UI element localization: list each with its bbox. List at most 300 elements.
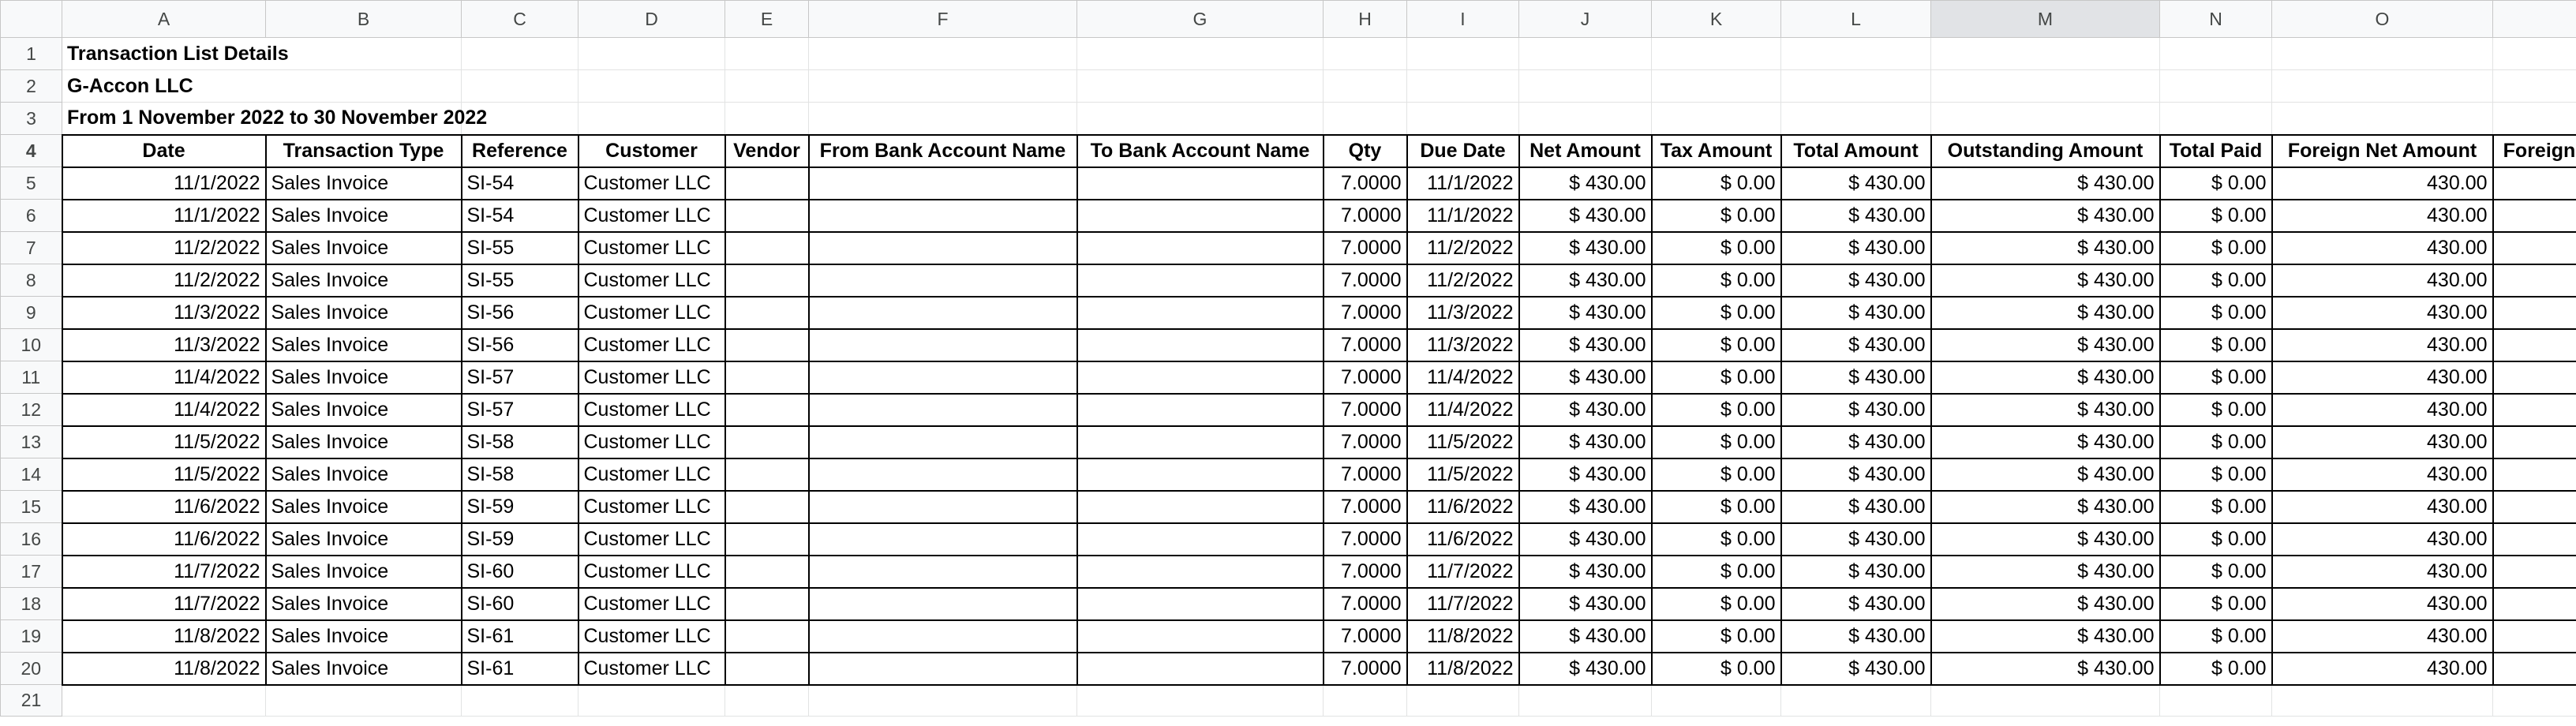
header-cell[interactable]: Customer (578, 135, 725, 167)
data-cell[interactable]: 11/7/2022 (1407, 588, 1519, 620)
data-cell[interactable]: 7.0000 (1324, 232, 1407, 264)
data-cell[interactable]: $ 0.00 (1652, 653, 1781, 685)
data-cell[interactable]: $ 430.00 (1519, 167, 1652, 200)
data-cell[interactable] (1077, 426, 1324, 458)
data-cell[interactable]: $ 430.00 (1781, 653, 1931, 685)
empty-cell[interactable] (1931, 685, 2160, 717)
data-cell[interactable]: SI-57 (462, 361, 578, 394)
row-header[interactable]: 6 (1, 200, 62, 232)
column-header-e[interactable]: E (725, 1, 809, 38)
data-cell[interactable]: 11/8/2022 (62, 653, 266, 685)
data-cell[interactable]: 7.0000 (1324, 653, 1407, 685)
data-cell[interactable] (725, 620, 809, 653)
column-header-j[interactable]: J (1519, 1, 1652, 38)
empty-cell[interactable] (266, 685, 462, 717)
data-cell[interactable]: SI-60 (462, 556, 578, 588)
data-cell[interactable]: $ 0.00 (2160, 491, 2272, 523)
data-cell[interactable]: Sales Invoice (266, 361, 462, 394)
empty-cell[interactable] (1077, 685, 1324, 717)
data-cell[interactable]: Customer LLC (578, 523, 725, 556)
empty-cell[interactable] (1077, 70, 1324, 103)
row-header[interactable]: 20 (1, 653, 62, 685)
header-cell[interactable]: Transaction Type (266, 135, 462, 167)
data-cell[interactable] (2493, 361, 2576, 394)
data-cell[interactable]: $ 430.00 (1519, 329, 1652, 361)
empty-cell[interactable] (578, 70, 725, 103)
data-cell[interactable] (809, 394, 1077, 426)
empty-cell[interactable] (1781, 685, 1931, 717)
data-cell[interactable]: $ 430.00 (1519, 653, 1652, 685)
data-cell[interactable]: 11/8/2022 (1407, 620, 1519, 653)
empty-cell[interactable] (2160, 38, 2272, 70)
empty-cell[interactable] (1077, 103, 1324, 135)
empty-cell[interactable] (1407, 103, 1519, 135)
data-cell[interactable]: $ 430.00 (1781, 426, 1931, 458)
data-cell[interactable]: $ 430.00 (1931, 361, 2160, 394)
data-cell[interactable]: Sales Invoice (266, 329, 462, 361)
empty-cell[interactable] (2493, 685, 2576, 717)
data-cell[interactable] (725, 588, 809, 620)
data-cell[interactable]: $ 430.00 (1781, 329, 1931, 361)
data-cell[interactable]: $ 0.00 (1652, 588, 1781, 620)
row-header[interactable]: 3 (1, 103, 62, 135)
empty-cell[interactable] (2493, 70, 2576, 103)
data-cell[interactable]: 11/5/2022 (1407, 458, 1519, 491)
data-cell[interactable]: $ 430.00 (1931, 523, 2160, 556)
header-cell[interactable]: Outstanding Amount (1931, 135, 2160, 167)
data-cell[interactable] (809, 653, 1077, 685)
data-cell[interactable]: $ 430.00 (1931, 556, 2160, 588)
row-header[interactable]: 7 (1, 232, 62, 264)
data-cell[interactable]: Customer LLC (578, 264, 725, 297)
data-cell[interactable]: 430.00 (2272, 588, 2493, 620)
data-cell[interactable]: Customer LLC (578, 620, 725, 653)
empty-cell[interactable] (725, 685, 809, 717)
data-cell[interactable]: 7.0000 (1324, 426, 1407, 458)
data-cell[interactable]: 430.00 (2272, 394, 2493, 426)
data-cell[interactable]: $ 430.00 (1931, 426, 2160, 458)
data-cell[interactable]: Customer LLC (578, 556, 725, 588)
select-all-corner[interactable] (1, 1, 62, 38)
empty-cell[interactable] (1324, 70, 1407, 103)
data-cell[interactable]: Customer LLC (578, 361, 725, 394)
column-header-m[interactable]: M (1931, 1, 2160, 38)
data-cell[interactable] (809, 297, 1077, 329)
data-cell[interactable]: $ 0.00 (1652, 264, 1781, 297)
data-cell[interactable]: 430.00 (2272, 264, 2493, 297)
data-cell[interactable]: Customer LLC (578, 588, 725, 620)
data-cell[interactable]: Sales Invoice (266, 297, 462, 329)
data-cell[interactable] (1077, 523, 1324, 556)
data-cell[interactable]: $ 430.00 (1931, 264, 2160, 297)
data-cell[interactable]: Sales Invoice (266, 491, 462, 523)
data-cell[interactable]: 7.0000 (1324, 588, 1407, 620)
data-cell[interactable]: $ 0.00 (2160, 167, 2272, 200)
data-cell[interactable]: $ 0.00 (1652, 556, 1781, 588)
empty-cell[interactable] (1407, 685, 1519, 717)
data-cell[interactable]: SI-58 (462, 426, 578, 458)
data-cell[interactable]: 7.0000 (1324, 394, 1407, 426)
title-cell[interactable]: G-Accon LLC (62, 70, 266, 103)
data-cell[interactable]: Customer LLC (578, 297, 725, 329)
data-cell[interactable]: 7.0000 (1324, 491, 1407, 523)
column-header-n[interactable]: N (2160, 1, 2272, 38)
data-cell[interactable] (809, 264, 1077, 297)
data-cell[interactable]: Sales Invoice (266, 556, 462, 588)
data-cell[interactable]: 430.00 (2272, 426, 2493, 458)
data-cell[interactable]: 11/3/2022 (1407, 329, 1519, 361)
data-cell[interactable]: SI-54 (462, 200, 578, 232)
data-cell[interactable]: 430.00 (2272, 620, 2493, 653)
data-cell[interactable]: Sales Invoice (266, 523, 462, 556)
data-cell[interactable]: 11/1/2022 (62, 167, 266, 200)
data-cell[interactable]: $ 430.00 (1519, 620, 1652, 653)
data-cell[interactable]: $ 430.00 (1781, 361, 1931, 394)
data-cell[interactable]: $ 0.00 (2160, 426, 2272, 458)
empty-cell[interactable] (809, 103, 1077, 135)
data-cell[interactable] (725, 556, 809, 588)
data-cell[interactable]: 11/3/2022 (62, 297, 266, 329)
row-header[interactable]: 19 (1, 620, 62, 653)
empty-cell[interactable] (2272, 103, 2493, 135)
data-cell[interactable]: 11/5/2022 (62, 458, 266, 491)
header-cell[interactable]: Tax Amount (1652, 135, 1781, 167)
empty-cell[interactable] (1652, 103, 1781, 135)
data-cell[interactable]: $ 0.00 (1652, 458, 1781, 491)
data-cell[interactable] (809, 167, 1077, 200)
data-cell[interactable] (1077, 264, 1324, 297)
data-cell[interactable] (809, 588, 1077, 620)
data-cell[interactable] (2493, 458, 2576, 491)
data-cell[interactable]: $ 430.00 (1781, 523, 1931, 556)
data-cell[interactable]: $ 0.00 (1652, 491, 1781, 523)
empty-cell[interactable] (462, 38, 578, 70)
header-cell[interactable]: Foreign Net Amount (2272, 135, 2493, 167)
data-cell[interactable]: $ 430.00 (1781, 620, 1931, 653)
data-cell[interactable] (2493, 523, 2576, 556)
column-header-o[interactable]: O (2272, 1, 2493, 38)
data-cell[interactable]: Sales Invoice (266, 200, 462, 232)
data-cell[interactable]: 7.0000 (1324, 620, 1407, 653)
data-cell[interactable]: SI-55 (462, 232, 578, 264)
data-cell[interactable] (2493, 394, 2576, 426)
data-cell[interactable]: Customer LLC (578, 426, 725, 458)
data-cell[interactable]: Sales Invoice (266, 426, 462, 458)
empty-cell[interactable] (578, 685, 725, 717)
data-cell[interactable] (809, 329, 1077, 361)
data-cell[interactable]: 11/8/2022 (1407, 653, 1519, 685)
title-cell[interactable]: From 1 November 2022 to 30 November 2022 (62, 103, 266, 135)
data-cell[interactable] (725, 426, 809, 458)
empty-cell[interactable] (1931, 38, 2160, 70)
data-cell[interactable] (725, 329, 809, 361)
data-cell[interactable]: Sales Invoice (266, 653, 462, 685)
empty-cell[interactable] (1324, 103, 1407, 135)
empty-cell[interactable] (462, 685, 578, 717)
data-cell[interactable]: 11/2/2022 (62, 232, 266, 264)
empty-cell[interactable] (1324, 685, 1407, 717)
data-cell[interactable]: $ 430.00 (1519, 556, 1652, 588)
data-cell[interactable]: $ 430.00 (1931, 653, 2160, 685)
data-cell[interactable] (2493, 588, 2576, 620)
data-cell[interactable] (725, 653, 809, 685)
data-cell[interactable]: 430.00 (2272, 458, 2493, 491)
empty-cell[interactable] (1519, 70, 1652, 103)
data-cell[interactable]: $ 430.00 (1931, 458, 2160, 491)
data-cell[interactable]: $ 430.00 (1519, 200, 1652, 232)
data-cell[interactable]: $ 430.00 (1781, 167, 1931, 200)
data-cell[interactable] (725, 361, 809, 394)
empty-cell[interactable] (1781, 103, 1931, 135)
data-cell[interactable]: $ 430.00 (1781, 200, 1931, 232)
data-cell[interactable] (725, 297, 809, 329)
data-cell[interactable]: Sales Invoice (266, 588, 462, 620)
empty-cell[interactable] (725, 103, 809, 135)
header-cell[interactable]: Vendor (725, 135, 809, 167)
header-cell[interactable]: From Bank Account Name (809, 135, 1077, 167)
data-cell[interactable]: $ 0.00 (1652, 167, 1781, 200)
data-cell[interactable]: $ 430.00 (1931, 620, 2160, 653)
empty-cell[interactable] (1931, 103, 2160, 135)
empty-cell[interactable] (1519, 38, 1652, 70)
data-cell[interactable]: 430.00 (2272, 361, 2493, 394)
data-cell[interactable]: Sales Invoice (266, 394, 462, 426)
data-cell[interactable]: SI-55 (462, 264, 578, 297)
header-cell[interactable]: Reference (462, 135, 578, 167)
data-cell[interactable]: 430.00 (2272, 523, 2493, 556)
data-cell[interactable]: 11/6/2022 (1407, 523, 1519, 556)
data-cell[interactable]: 11/8/2022 (62, 620, 266, 653)
column-header-a[interactable]: A (62, 1, 266, 38)
data-cell[interactable]: $ 0.00 (2160, 523, 2272, 556)
data-cell[interactable]: $ 430.00 (1519, 523, 1652, 556)
data-cell[interactable]: $ 0.00 (2160, 653, 2272, 685)
data-cell[interactable]: 430.00 (2272, 329, 2493, 361)
row-header[interactable]: 12 (1, 394, 62, 426)
data-cell[interactable]: 7.0000 (1324, 523, 1407, 556)
data-cell[interactable]: 11/7/2022 (62, 556, 266, 588)
data-cell[interactable]: SI-61 (462, 653, 578, 685)
data-cell[interactable] (725, 394, 809, 426)
data-cell[interactable]: 11/6/2022 (1407, 491, 1519, 523)
empty-cell[interactable] (462, 70, 578, 103)
data-cell[interactable]: SI-57 (462, 394, 578, 426)
data-cell[interactable]: 7.0000 (1324, 200, 1407, 232)
data-cell[interactable] (809, 361, 1077, 394)
empty-cell[interactable] (578, 38, 725, 70)
header-cell[interactable]: Net Amount (1519, 135, 1652, 167)
empty-cell[interactable] (62, 685, 266, 717)
data-cell[interactable] (2493, 491, 2576, 523)
data-cell[interactable]: 11/4/2022 (62, 394, 266, 426)
data-cell[interactable]: 11/1/2022 (1407, 167, 1519, 200)
data-cell[interactable]: 430.00 (2272, 232, 2493, 264)
empty-cell[interactable] (2160, 103, 2272, 135)
data-cell[interactable]: 7.0000 (1324, 361, 1407, 394)
column-header-c[interactable]: C (462, 1, 578, 38)
empty-cell[interactable] (2493, 103, 2576, 135)
data-cell[interactable] (1077, 232, 1324, 264)
row-header[interactable]: 16 (1, 523, 62, 556)
row-header[interactable]: 15 (1, 491, 62, 523)
data-cell[interactable] (809, 523, 1077, 556)
row-header[interactable]: 10 (1, 329, 62, 361)
data-cell[interactable] (1077, 361, 1324, 394)
data-cell[interactable]: Sales Invoice (266, 458, 462, 491)
data-cell[interactable]: $ 0.00 (2160, 232, 2272, 264)
empty-cell[interactable] (2160, 685, 2272, 717)
empty-cell[interactable] (2160, 70, 2272, 103)
data-cell[interactable]: SI-56 (462, 329, 578, 361)
row-header[interactable]: 13 (1, 426, 62, 458)
empty-cell[interactable] (809, 685, 1077, 717)
data-cell[interactable]: $ 0.00 (2160, 264, 2272, 297)
data-cell[interactable]: 430.00 (2272, 491, 2493, 523)
data-cell[interactable] (2493, 297, 2576, 329)
data-cell[interactable]: $ 430.00 (1781, 458, 1931, 491)
data-cell[interactable]: $ 430.00 (1931, 297, 2160, 329)
row-header[interactable]: 21 (1, 685, 62, 717)
data-cell[interactable] (809, 556, 1077, 588)
data-cell[interactable] (2493, 167, 2576, 200)
empty-cell[interactable] (2272, 70, 2493, 103)
empty-cell[interactable] (809, 70, 1077, 103)
data-cell[interactable]: 7.0000 (1324, 297, 1407, 329)
data-cell[interactable]: Customer LLC (578, 167, 725, 200)
data-cell[interactable]: SI-58 (462, 458, 578, 491)
data-cell[interactable]: $ 430.00 (1931, 394, 2160, 426)
empty-cell[interactable] (1931, 70, 2160, 103)
data-cell[interactable]: $ 0.00 (1652, 426, 1781, 458)
data-cell[interactable] (2493, 329, 2576, 361)
data-cell[interactable] (1077, 556, 1324, 588)
data-cell[interactable]: SI-60 (462, 588, 578, 620)
data-cell[interactable]: $ 0.00 (2160, 361, 2272, 394)
data-cell[interactable] (1077, 588, 1324, 620)
data-cell[interactable] (725, 491, 809, 523)
data-cell[interactable]: $ 0.00 (1652, 620, 1781, 653)
row-header[interactable]: 8 (1, 264, 62, 297)
data-cell[interactable]: $ 430.00 (1781, 232, 1931, 264)
data-cell[interactable]: Sales Invoice (266, 264, 462, 297)
data-cell[interactable]: $ 430.00 (1519, 458, 1652, 491)
data-cell[interactable]: $ 430.00 (1519, 588, 1652, 620)
column-header-b[interactable]: B (266, 1, 462, 38)
data-cell[interactable] (1077, 491, 1324, 523)
row-header[interactable]: 14 (1, 458, 62, 491)
data-cell[interactable]: $ 0.00 (2160, 620, 2272, 653)
data-cell[interactable] (725, 200, 809, 232)
data-cell[interactable]: Customer LLC (578, 200, 725, 232)
data-cell[interactable]: Customer LLC (578, 491, 725, 523)
data-cell[interactable]: Sales Invoice (266, 232, 462, 264)
data-cell[interactable]: $ 430.00 (1781, 588, 1931, 620)
empty-cell[interactable] (1781, 38, 1931, 70)
data-cell[interactable]: 11/6/2022 (62, 523, 266, 556)
header-cell[interactable]: Due Date (1407, 135, 1519, 167)
data-cell[interactable]: 7.0000 (1324, 167, 1407, 200)
data-cell[interactable]: $ 0.00 (1652, 361, 1781, 394)
data-cell[interactable]: 430.00 (2272, 653, 2493, 685)
empty-cell[interactable] (1652, 38, 1781, 70)
data-cell[interactable]: $ 0.00 (1652, 297, 1781, 329)
column-header-d[interactable]: D (578, 1, 725, 38)
data-cell[interactable] (725, 232, 809, 264)
data-cell[interactable]: $ 430.00 (1931, 329, 2160, 361)
data-cell[interactable]: 11/3/2022 (62, 329, 266, 361)
data-cell[interactable] (2493, 556, 2576, 588)
data-cell[interactable] (2493, 264, 2576, 297)
data-cell[interactable]: $ 430.00 (1781, 264, 1931, 297)
data-cell[interactable]: $ 430.00 (1781, 297, 1931, 329)
title-cell[interactable]: Transaction List Details (62, 38, 266, 70)
column-header-h[interactable]: H (1324, 1, 1407, 38)
empty-cell[interactable] (1407, 38, 1519, 70)
empty-cell[interactable] (2272, 38, 2493, 70)
row-header[interactable]: 5 (1, 167, 62, 200)
empty-cell[interactable] (1324, 38, 1407, 70)
data-cell[interactable]: SI-59 (462, 523, 578, 556)
data-cell[interactable] (2493, 620, 2576, 653)
data-cell[interactable]: 11/2/2022 (62, 264, 266, 297)
data-cell[interactable]: $ 0.00 (1652, 523, 1781, 556)
data-cell[interactable]: 11/7/2022 (1407, 556, 1519, 588)
column-header-f[interactable]: F (809, 1, 1077, 38)
data-cell[interactable]: 7.0000 (1324, 556, 1407, 588)
data-cell[interactable]: Sales Invoice (266, 620, 462, 653)
data-cell[interactable]: $ 430.00 (1931, 588, 2160, 620)
data-cell[interactable] (725, 523, 809, 556)
data-cell[interactable]: SI-54 (462, 167, 578, 200)
data-cell[interactable] (1077, 394, 1324, 426)
empty-cell[interactable] (1781, 70, 1931, 103)
data-cell[interactable]: 11/2/2022 (1407, 232, 1519, 264)
empty-cell[interactable] (725, 38, 809, 70)
column-header-k[interactable]: K (1652, 1, 1781, 38)
data-cell[interactable]: $ 430.00 (1781, 491, 1931, 523)
data-cell[interactable]: $ 0.00 (1652, 394, 1781, 426)
data-cell[interactable]: 11/3/2022 (1407, 297, 1519, 329)
row-header[interactable]: 18 (1, 588, 62, 620)
row-header[interactable]: 1 (1, 38, 62, 70)
data-cell[interactable]: 11/5/2022 (1407, 426, 1519, 458)
header-cell[interactable]: Total Paid (2160, 135, 2272, 167)
row-header[interactable]: 11 (1, 361, 62, 394)
row-header[interactable]: 4 (1, 135, 62, 167)
row-header[interactable]: 17 (1, 556, 62, 588)
data-cell[interactable]: $ 0.00 (2160, 394, 2272, 426)
header-cell[interactable]: Foreign (2493, 135, 2576, 167)
data-cell[interactable]: 11/1/2022 (1407, 200, 1519, 232)
data-cell[interactable]: $ 0.00 (2160, 329, 2272, 361)
data-cell[interactable] (1077, 297, 1324, 329)
data-cell[interactable]: $ 430.00 (1931, 491, 2160, 523)
data-cell[interactable]: Customer LLC (578, 394, 725, 426)
data-cell[interactable] (725, 458, 809, 491)
data-cell[interactable]: 11/2/2022 (1407, 264, 1519, 297)
header-cell[interactable]: To Bank Account Name (1077, 135, 1324, 167)
data-cell[interactable]: 11/6/2022 (62, 491, 266, 523)
data-cell[interactable]: $ 0.00 (2160, 297, 2272, 329)
data-cell[interactable]: Customer LLC (578, 329, 725, 361)
data-cell[interactable] (2493, 200, 2576, 232)
empty-cell[interactable] (1652, 70, 1781, 103)
data-cell[interactable]: $ 0.00 (2160, 556, 2272, 588)
data-cell[interactable]: $ 0.00 (1652, 232, 1781, 264)
data-cell[interactable]: $ 430.00 (1519, 394, 1652, 426)
column-header-p[interactable] (2493, 1, 2576, 38)
data-cell[interactable]: 11/4/2022 (62, 361, 266, 394)
